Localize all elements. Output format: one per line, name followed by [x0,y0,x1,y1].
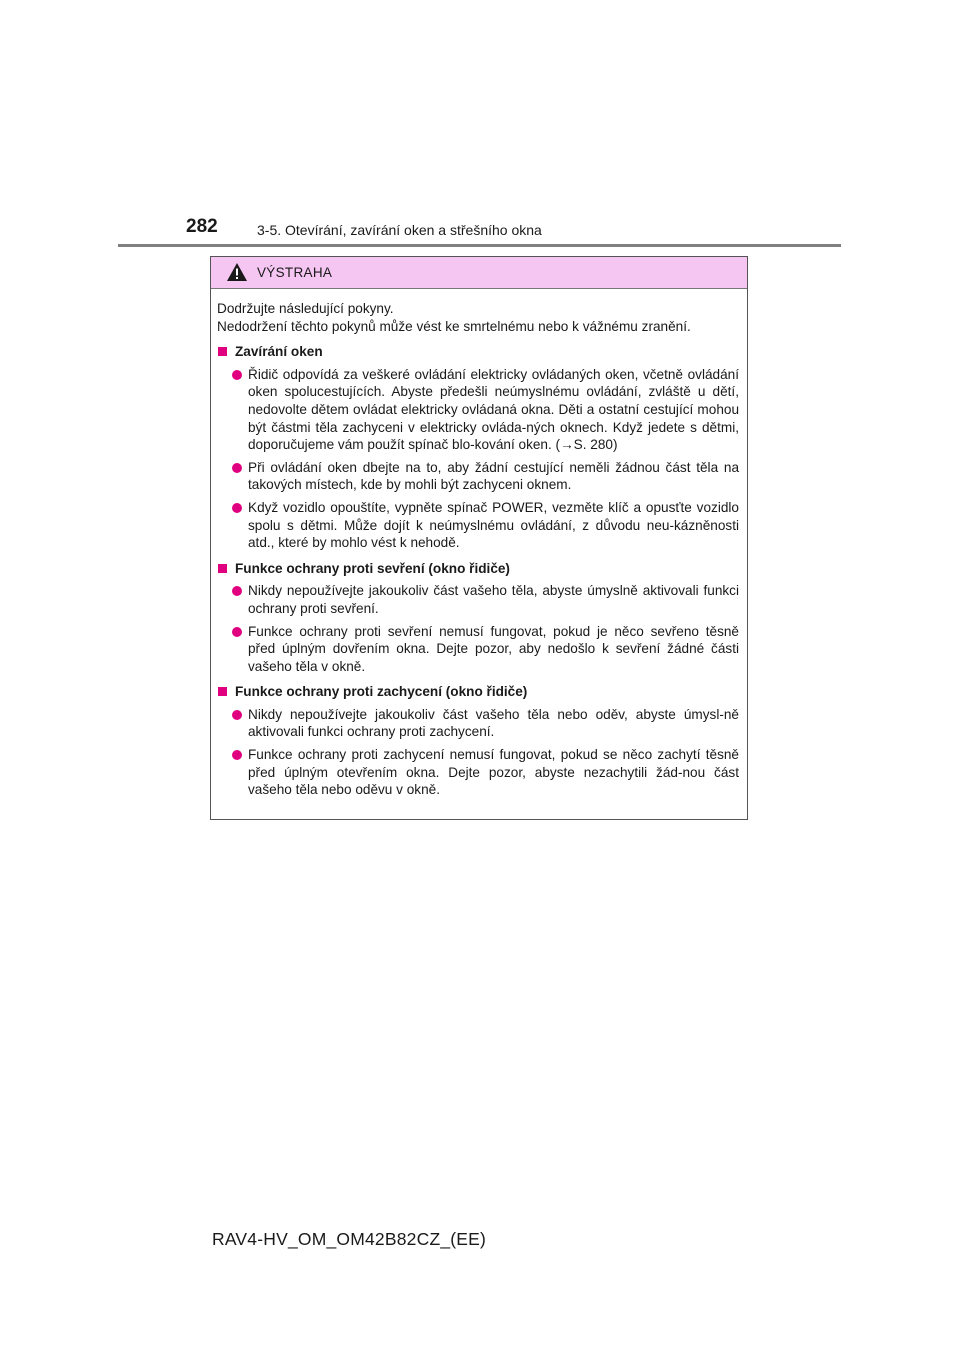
list-item-text: Funkce ochrany proti zachycení nemusí fungovat, pokud se něco zachytí těsně před úplným otevřením okna. Dejte pozor, abyste nezachytili žád-nou část vašeho těla nebo oděvu v okně. [248,747,739,798]
header-rule [118,244,841,247]
dot-bullet-icon [232,463,242,473]
list-item [217,582,739,617]
dot-bullet-icon [232,503,242,513]
list-item-text: Když vozidlo opouštíte, vypněte spínač POWER, vezměte klíč a opusťte vozidlo spolu s dětmi. Může dojít k neúmyslnému ovládání, z důvodu neu-kázněnosti atd., které by mohlo vést k nehodě. [248,499,739,551]
warning-title: VÝSTRAHA [257,265,333,280]
list-item-text: Nikdy nepoužívejte jakoukoliv část vašeho těla nebo oděv, abyste úmysl-ně aktivovali funkci ochrany proti zachycení. [248,706,739,740]
square-bullet-icon [218,347,227,356]
square-bullet-icon [218,564,227,573]
list-item [217,746,739,799]
dot-bullet-icon [232,750,242,760]
list-item-text: Řidič odpovídá za veškeré ovládání elektricky ovládaných oken, včetně ovládání oken spolucestujících. Abyste předešli neúmyslnému ovládání, zvláště u dětí, nedovolte dětem ovládat elektricky ovládaná okna. Děti a ostatní cestující mohou být částmi těla zachyceni v elektricky ovláda-ných oknech. Když jedete s dětmi, doporučujeme vám použít spínač blo-kování oken. (→S. 280) [248,366,739,453]
warning-body [211,289,747,799]
footer-model-code: RAV4-HV_OM_OM42B82CZ_(EE) [212,1229,487,1249]
list-item [217,706,739,741]
dot-bullet-icon [232,370,242,380]
section-heading [217,343,739,361]
section-heading [217,683,739,701]
list-item-text: Nikdy nepoužívejte jakoukoliv část vašeho těla, abyste úmyslně aktivovali funkci ochrany proti sevření. [248,583,739,616]
section-heading-text: Funkce ochrany proti zachycení (okno řidiče) [235,684,528,700]
intro-line: Nedodržení těchto pokynů může vést ke smrtelnému nebo k vážnému zranění. [217,318,691,334]
list-item [217,499,739,552]
page-number: 282 [186,216,218,237]
section-heading-text: Funkce ochrany proti sevření (okno řidiče) [235,560,510,576]
intro-line: Dodržujte následující pokyny. [217,301,394,316]
list-item [217,623,739,676]
list-item [217,366,739,454]
section-title: 3-5. Otevírání, zavírání oken a střešního okna [257,222,542,238]
dot-bullet-icon [232,627,242,637]
section-heading [217,560,739,578]
list-item-text: Funkce ochrany proti sevření nemusí fungovat, pokud je něco sevřeno těsně před úplným dovřením okna. Dejte pozor, aby nedošlo k sevření žádné části vašeho těla v okně. [248,623,739,674]
warning-box [210,256,748,820]
warning-triangle-icon [226,262,248,282]
dot-bullet-icon [232,586,242,596]
square-bullet-icon [218,687,227,696]
warning-header [211,257,747,289]
section-heading-text: Zavírání oken [235,344,323,360]
dot-bullet-icon [232,710,242,720]
list-item [217,459,739,494]
list-item-text: Při ovládání oken dbejte na to, aby žádní cestující neměli žádnou část těla na takových místech, kde by mohli být zachyceni oknem. [248,459,739,493]
